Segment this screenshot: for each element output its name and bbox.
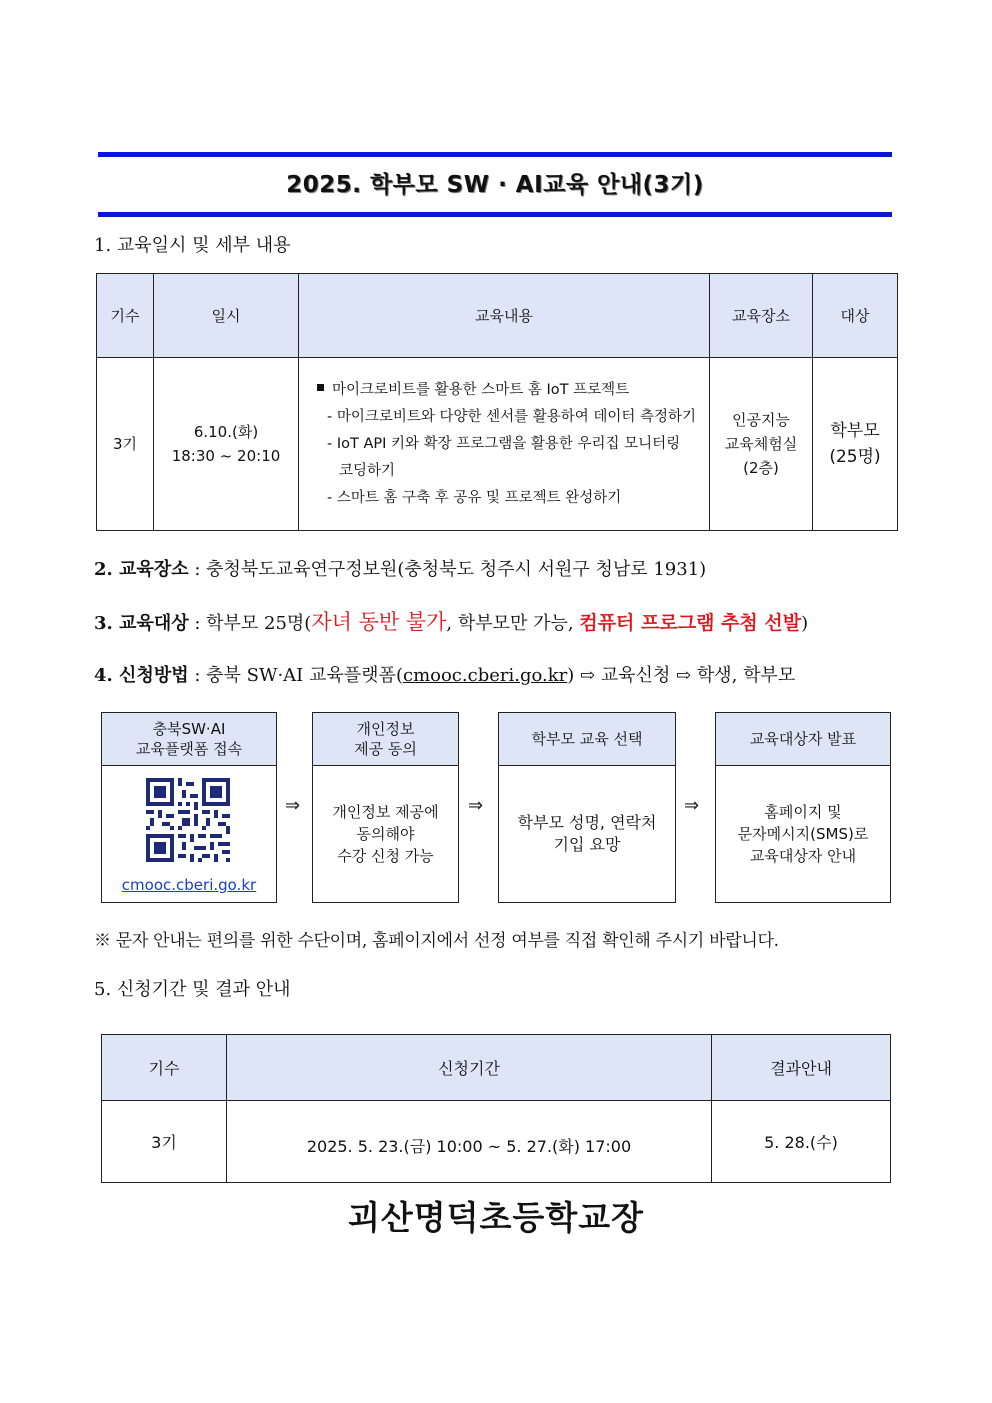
date-text: 6.10.(화)	[193, 423, 259, 441]
period-cell: 2025. 5. 23.(금) 10:00 ~ 5. 27.(화) 17:00	[227, 1101, 712, 1183]
content-title-text: 마이크로비트를 활용한 스마트 홈 IoT 프로젝트	[332, 381, 630, 398]
place-cell	[710, 358, 813, 531]
section2-label: 2. 교육장소	[94, 559, 189, 580]
application-table-header	[102, 1035, 891, 1101]
section3-value-prefix: 학부모 25명(	[206, 613, 312, 634]
platform-link[interactable]: cmooc.cberi.go.kr	[402, 665, 568, 686]
col-cohort-header: 기수	[97, 274, 154, 358]
col-cohort-header: 기수	[102, 1035, 227, 1101]
col-content-header: 교육내용	[299, 274, 710, 358]
flow-head-line: 교육플랫폼 접속	[135, 740, 243, 758]
content-title	[317, 377, 708, 404]
flow-head-line: 제공 동의	[354, 740, 417, 758]
place-line: 교육체험실	[724, 435, 798, 453]
flow-body-line: 홈페이지 및	[764, 803, 842, 821]
col-target-header: 대상	[813, 274, 898, 358]
col-date-header: 일시	[154, 274, 299, 358]
section2-value: 충청북도교육연구정보원(충청북도 청주시 서원구 청남로 1931)	[206, 559, 707, 580]
flow-step-platform	[101, 712, 277, 903]
principal-signature: 괴산명덕초등학교장	[348, 1198, 644, 1237]
section2-line	[94, 555, 706, 581]
flow-arrow-icon: ⇒	[468, 795, 484, 816]
cohort-cell: 3기	[102, 1101, 227, 1183]
title-rule-top	[98, 152, 892, 157]
no-children-warning: 자녀 동반 불가	[311, 610, 447, 634]
sms-notice: ※ 문자 안내는 편의를 위한 수단이며, 홈페이지에서 선정 여부를 직접 확인해 주시기 바랍니다.	[94, 931, 779, 951]
section4-value-suffix: ) ⇨ 교육신청 ⇨ 학생, 학부모	[567, 665, 796, 686]
flow-body-line: 학부모 성명, 연락처	[517, 813, 657, 832]
content-cell	[299, 358, 710, 531]
section3-line	[94, 606, 808, 636]
section3-label: 3. 교육대상	[94, 613, 189, 634]
time-text: 18:30 ~ 20:10	[171, 447, 281, 465]
section4-label: 4. 신청방법	[94, 665, 189, 686]
application-period-table	[101, 1034, 891, 1183]
flow-head-line: 충북SW·AI	[152, 720, 226, 738]
result-cell: 5. 28.(수)	[712, 1101, 891, 1183]
cohort-cell: 3기	[97, 358, 154, 531]
separator: :	[188, 559, 207, 580]
flow-step-body	[499, 766, 675, 902]
lottery-selection-note: 컴퓨터 프로그램 추첨 선발	[579, 612, 802, 634]
title-banner	[98, 152, 892, 218]
flow-body-line: 문자메시지(SMS)로	[737, 825, 869, 843]
qr-code-icon[interactable]	[146, 778, 230, 862]
content-item-continued: 코딩하기	[339, 462, 396, 479]
flow-step-head	[313, 713, 458, 766]
flow-body-line: 개인정보 제공에	[332, 803, 439, 821]
separator: :	[188, 613, 207, 634]
flow-step-consent	[312, 712, 459, 903]
section4-value-prefix: 충북 SW·AI 교육플랫폼(	[206, 665, 403, 686]
qr-platform-link[interactable]: cmooc.cberi.go.kr	[121, 876, 257, 894]
section5-heading: 5. 신청기간 및 결과 안내	[94, 979, 291, 1000]
col-result-header: 결과안내	[712, 1035, 891, 1101]
col-period-header: 신청기간	[227, 1035, 712, 1101]
flow-head-line: 교육대상자 발표	[749, 730, 857, 748]
target-line: 학부모	[830, 421, 880, 441]
square-bullet-icon	[317, 384, 324, 391]
flow-arrow-icon: ⇒	[684, 795, 700, 816]
title-rule-bottom	[98, 212, 892, 217]
flow-step-head	[499, 713, 675, 766]
section3-value-mid: , 학부모만 가능,	[446, 613, 580, 634]
flow-step-head	[102, 713, 276, 766]
flow-step-head	[716, 713, 890, 766]
flow-step-body	[313, 766, 458, 902]
section1-heading: 1. 교육일시 및 세부 내용	[94, 235, 291, 256]
separator: :	[188, 665, 207, 686]
content-item: - 마이크로비트와 다양한 센서를 활용하여 데이터 측정하기	[327, 408, 697, 425]
table-row	[97, 358, 898, 531]
flow-step-select-course	[498, 712, 676, 903]
content-item: - 스마트 홈 구축 후 공유 및 프로젝트 완성하기	[327, 489, 622, 506]
flow-arrow-icon: ⇒	[285, 795, 301, 816]
place-line: (2층)	[743, 459, 779, 477]
flow-step-body	[102, 766, 276, 902]
flow-head-line: 개인정보	[356, 720, 415, 738]
target-cell	[813, 358, 898, 531]
table-row	[102, 1101, 891, 1183]
target-line: (25명)	[829, 447, 881, 467]
datetime-cell	[154, 358, 299, 531]
place-line: 인공지능	[732, 411, 790, 429]
content-item: - IoT API 키와 확장 프로그램을 활용한 우리집 모니터링	[327, 435, 681, 452]
flow-body-line: 동의해야	[356, 825, 415, 843]
schedule-table-header	[97, 274, 898, 358]
document-title: 2025. 학부모 SW · AI교육 안내(3기)	[286, 172, 704, 198]
section4-line	[94, 661, 795, 687]
flow-head-line: 학부모 교육 선택	[531, 730, 643, 748]
flow-step-announcement	[715, 712, 891, 903]
flow-step-body	[716, 766, 890, 902]
section3-value-suffix: )	[801, 613, 809, 634]
flow-body-line: 기입 요망	[553, 835, 621, 854]
flow-body-line: 수강 신청 가능	[337, 847, 434, 865]
flow-body-line: 교육대상자 안내	[749, 847, 857, 865]
col-place-header: 교육장소	[710, 274, 813, 358]
schedule-table	[96, 273, 898, 531]
